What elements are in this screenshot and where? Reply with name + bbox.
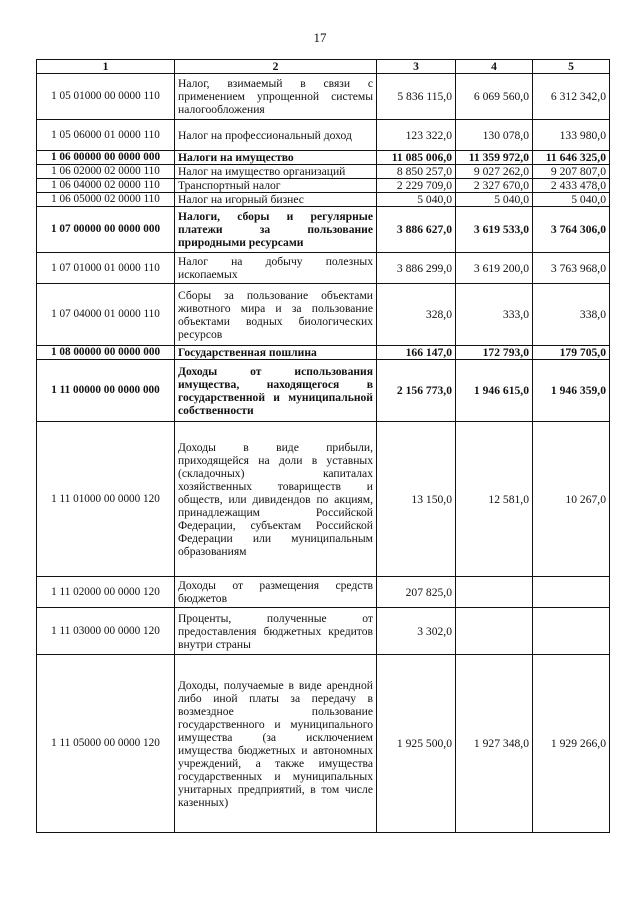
row-value-4: 3 619 200,0 — [456, 253, 533, 284]
row-name: Сборы за пользование объектами животного мира и за пользование объектами водных биологических ресурсов — [175, 284, 377, 346]
row-value-5: 2 433 478,0 — [533, 179, 610, 193]
row-value-3: 166 147,0 — [377, 346, 456, 360]
row-value-5: 1 929 266,0 — [533, 655, 610, 833]
row-name: Доходы, получаемые в виде арендной либо иной платы за передачу в возмездное пользование государственного и муниципального имущества (за исключением имущества бюджетных и автономных учреждений, а также имущества государственных и муниципальных унитарных предприятий, в том числе казенных) — [175, 655, 377, 833]
row-name: Налог на имущество организаций — [175, 165, 377, 179]
row-value-5: 3 763 968,0 — [533, 253, 610, 284]
column-header-5: 5 — [533, 60, 610, 74]
table-row — [37, 608, 610, 655]
row-code: 1 05 01000 00 0000 110 — [37, 74, 175, 120]
row-name: Налог на игорный бизнес — [175, 193, 377, 207]
table-row — [37, 655, 610, 833]
row-code: 1 06 02000 02 0000 110 — [37, 165, 175, 179]
row-value-5: 1 946 359,0 — [533, 360, 610, 422]
row-value-3: 1 925 500,0 — [377, 655, 456, 833]
column-header-3: 3 — [377, 60, 456, 74]
row-code: 1 11 03000 00 0000 120 — [37, 608, 175, 655]
row-value-3: 3 886 627,0 — [377, 207, 456, 253]
revenue-table — [36, 59, 610, 833]
row-value-3: 11 085 006,0 — [377, 151, 456, 165]
row-value-4: 5 040,0 — [456, 193, 533, 207]
row-code: 1 11 02000 00 0000 120 — [37, 577, 175, 608]
column-header-2: 2 — [175, 60, 377, 74]
table-row — [37, 151, 610, 165]
row-value-4: 6 069 560,0 — [456, 74, 533, 120]
row-value-4: 172 793,0 — [456, 346, 533, 360]
table-row — [37, 179, 610, 193]
row-value-3: 328,0 — [377, 284, 456, 346]
row-value-4 — [456, 577, 533, 608]
row-code: 1 08 00000 00 0000 000 — [37, 346, 175, 360]
row-code: 1 11 01000 00 0000 120 — [37, 422, 175, 577]
row-value-5: 5 040,0 — [533, 193, 610, 207]
row-code: 1 11 00000 00 0000 000 — [37, 360, 175, 422]
page-number: 17 — [313, 30, 327, 45]
table-row — [37, 193, 610, 207]
row-value-4: 2 327 670,0 — [456, 179, 533, 193]
row-value-4: 11 359 972,0 — [456, 151, 533, 165]
column-header-4: 4 — [456, 60, 533, 74]
row-value-4: 12 581,0 — [456, 422, 533, 577]
row-name: Налог на профессиональный доход — [175, 120, 377, 151]
row-value-5: 11 646 325,0 — [533, 151, 610, 165]
table-row — [37, 74, 610, 120]
row-code: 1 07 04000 01 0000 110 — [37, 284, 175, 346]
table-row — [37, 120, 610, 151]
row-code: 1 07 01000 01 0000 110 — [37, 253, 175, 284]
row-name: Государственная пошлина — [175, 346, 377, 360]
row-value-3: 3 302,0 — [377, 608, 456, 655]
row-value-3: 123 322,0 — [377, 120, 456, 151]
row-code: 1 11 05000 00 0000 120 — [37, 655, 175, 833]
row-value-4: 130 078,0 — [456, 120, 533, 151]
row-code: 1 06 05000 02 0000 110 — [37, 193, 175, 207]
row-code: 1 07 00000 00 0000 000 — [37, 207, 175, 253]
row-value-5 — [533, 608, 610, 655]
row-value-3: 5 836 115,0 — [377, 74, 456, 120]
row-value-5: 9 207 807,0 — [533, 165, 610, 179]
row-value-4: 3 619 533,0 — [456, 207, 533, 253]
row-value-4: 333,0 — [456, 284, 533, 346]
row-name: Налоги, сборы и регулярные платежи за пользование природными ресурсами — [175, 207, 377, 253]
row-code: 1 06 00000 00 0000 000 — [37, 151, 175, 165]
row-value-5: 179 705,0 — [533, 346, 610, 360]
row-value-3: 2 229 709,0 — [377, 179, 456, 193]
table-row — [37, 577, 610, 608]
row-name: Налог, взимаемый в связи с применением упрощенной системы налогообложения — [175, 74, 377, 120]
row-name: Проценты, полученные от предоставления бюджетных кредитов внутри страны — [175, 608, 377, 655]
row-value-5: 3 764 306,0 — [533, 207, 610, 253]
row-value-5: 338,0 — [533, 284, 610, 346]
row-name: Налог на добычу полезных ископаемых — [175, 253, 377, 284]
row-value-4: 1 927 348,0 — [456, 655, 533, 833]
row-value-5 — [533, 577, 610, 608]
table-row — [37, 422, 610, 577]
column-header-1: 1 — [37, 60, 175, 74]
row-value-4: 9 027 262,0 — [456, 165, 533, 179]
row-name: Транспортный налог — [175, 179, 377, 193]
row-name: Налоги на имущество — [175, 151, 377, 165]
row-name: Доходы от использования имущества, находящегося в государственной и муниципальной собственности — [175, 360, 377, 422]
row-name: Доходы в виде прибыли, приходящейся на доли в уставных (складочных) капиталах хозяйственных товариществ и обществ, или дивидендов по акциям, принадлежащим Российской Федерации, субъектам Российской Федерации или муниципальным образованиям — [175, 422, 377, 577]
table-row — [37, 346, 610, 360]
table-row — [37, 284, 610, 346]
row-value-5: 10 267,0 — [533, 422, 610, 577]
row-value-3: 3 886 299,0 — [377, 253, 456, 284]
row-value-4: 1 946 615,0 — [456, 360, 533, 422]
table-row — [37, 360, 610, 422]
row-value-5: 6 312 342,0 — [533, 74, 610, 120]
row-value-3: 2 156 773,0 — [377, 360, 456, 422]
table-header-row — [37, 60, 610, 74]
row-value-3: 5 040,0 — [377, 193, 456, 207]
row-name: Доходы от размещения средств бюджетов — [175, 577, 377, 608]
table-row — [37, 165, 610, 179]
row-code: 1 06 04000 02 0000 110 — [37, 179, 175, 193]
row-value-3: 207 825,0 — [377, 577, 456, 608]
table-row — [37, 207, 610, 253]
row-code: 1 05 06000 01 0000 110 — [37, 120, 175, 151]
row-value-3: 8 850 257,0 — [377, 165, 456, 179]
row-value-5: 133 980,0 — [533, 120, 610, 151]
table-row — [37, 253, 610, 284]
row-value-3: 13 150,0 — [377, 422, 456, 577]
row-value-4 — [456, 608, 533, 655]
